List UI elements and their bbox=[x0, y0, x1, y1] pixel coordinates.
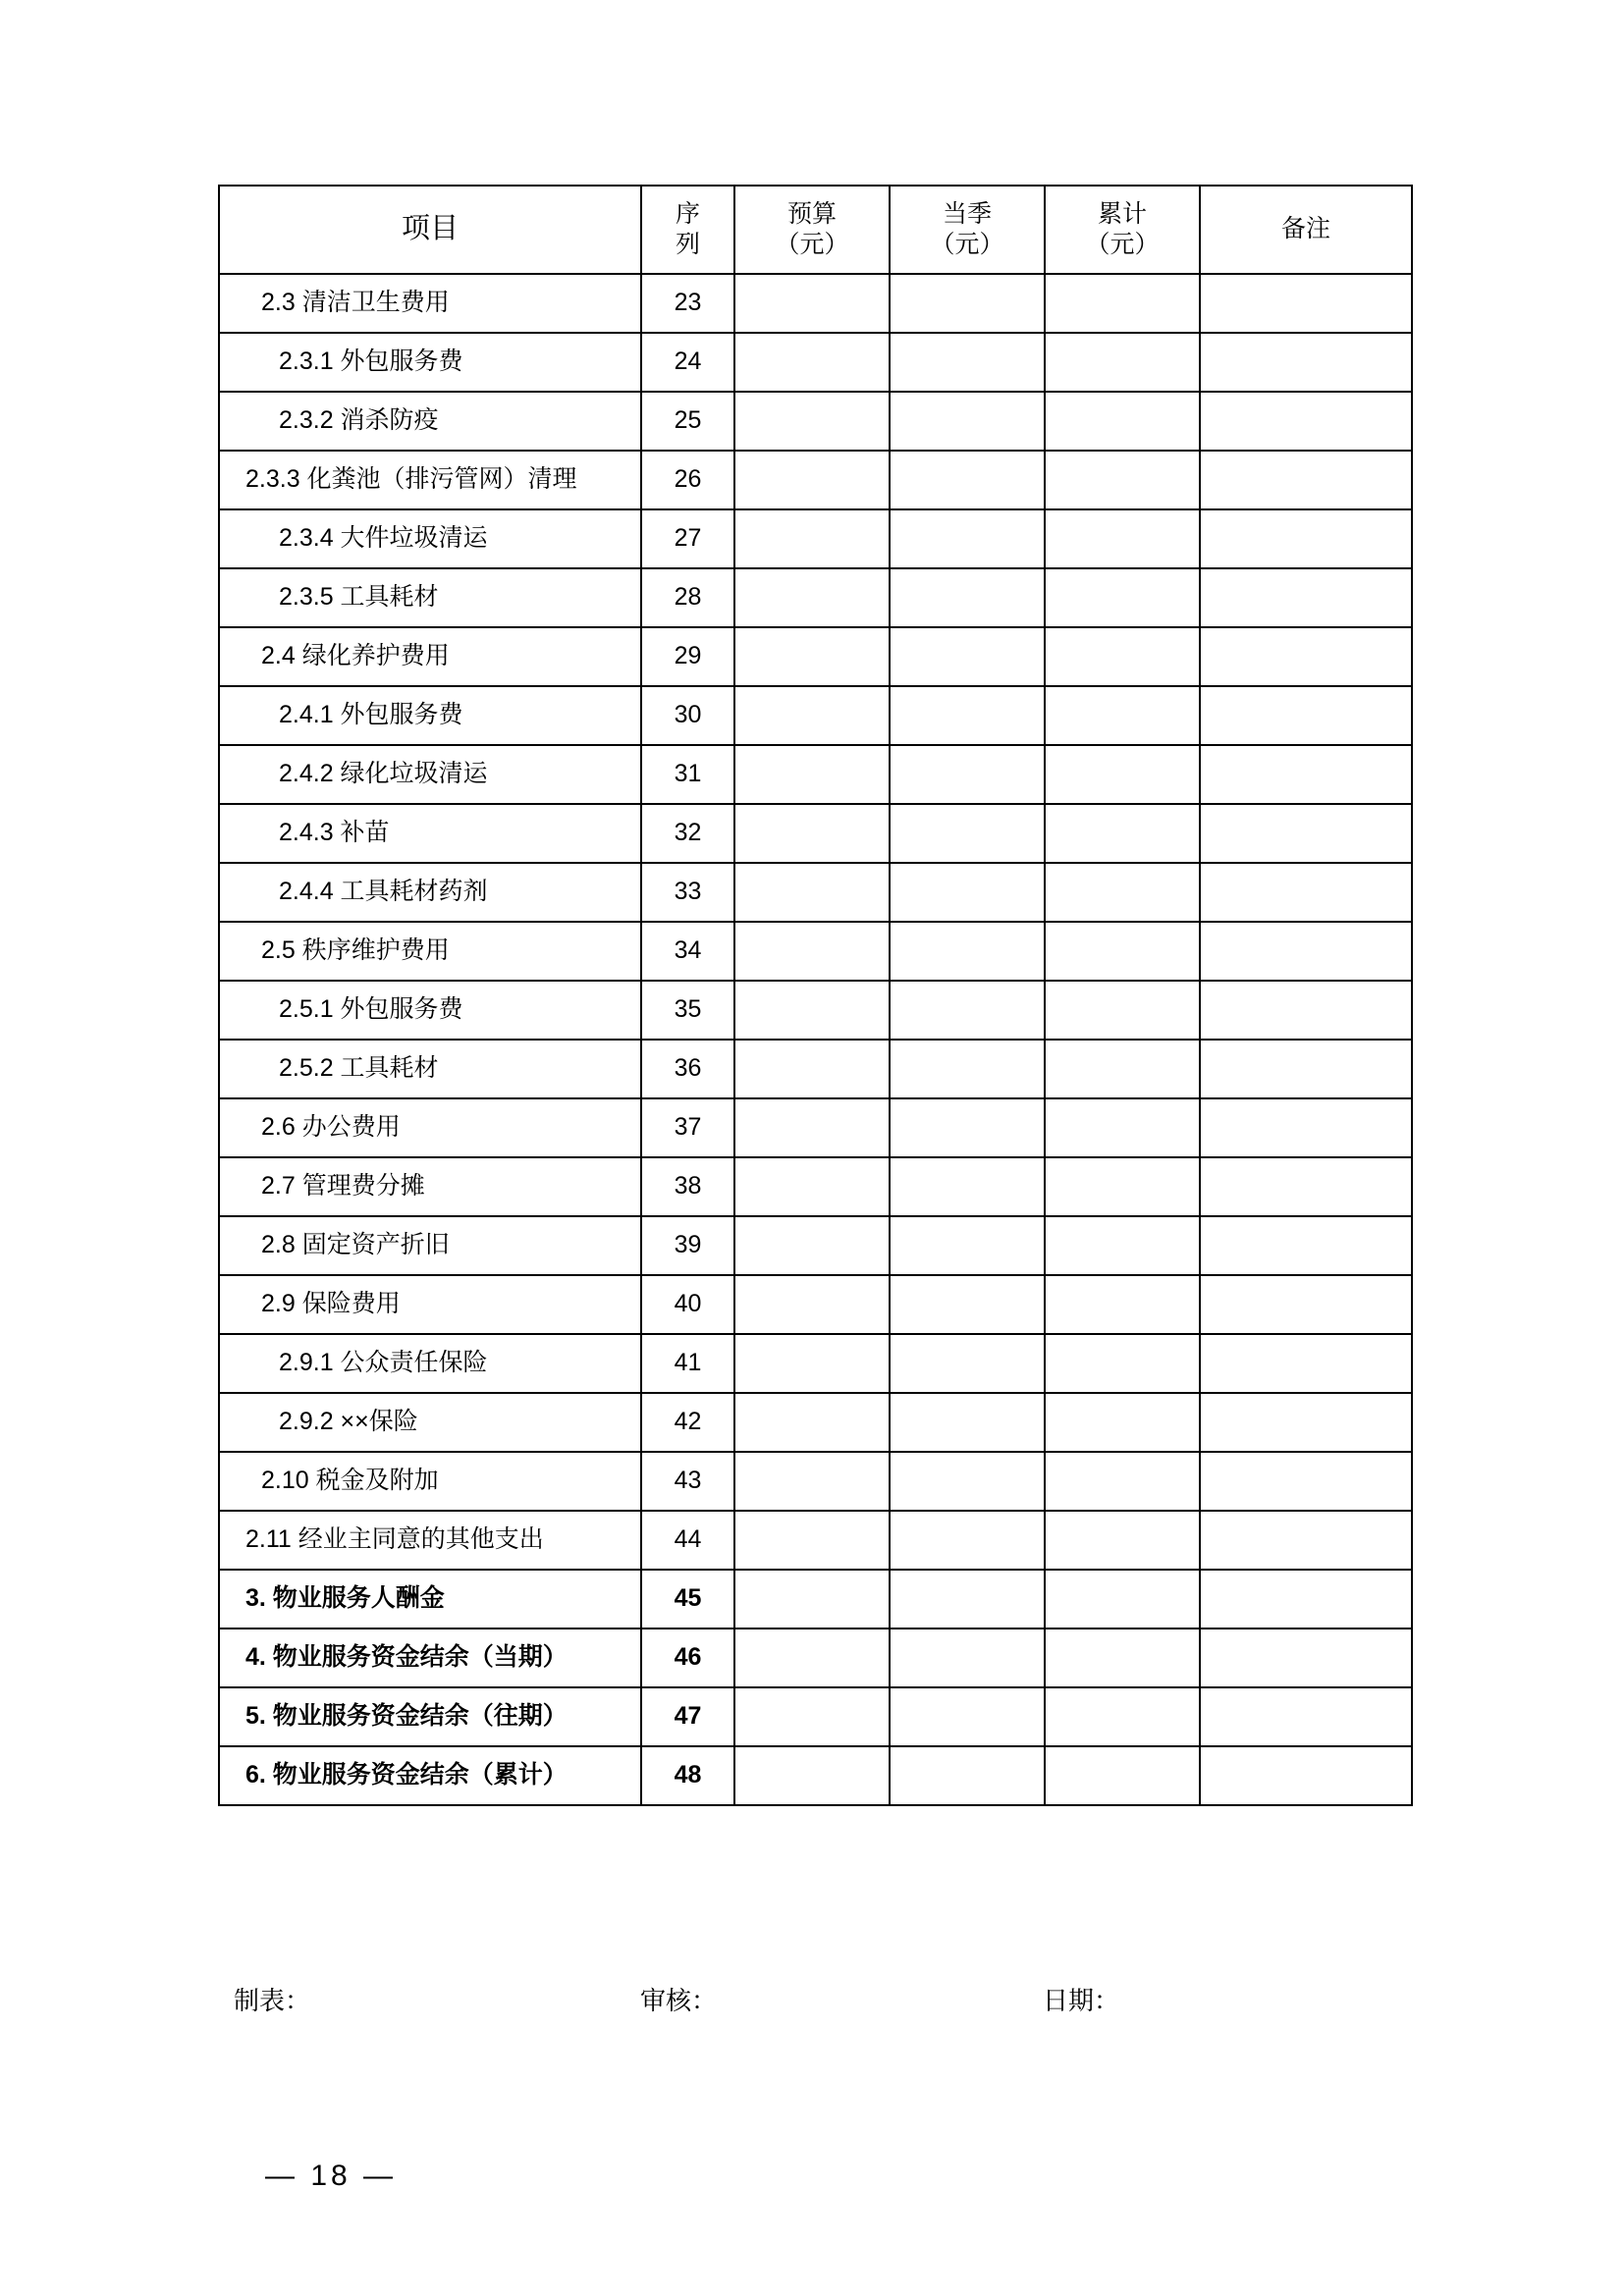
budget-table bbox=[218, 185, 1413, 1806]
cell-budget[interactable] bbox=[734, 981, 890, 1040]
cell-total[interactable] bbox=[1045, 863, 1200, 922]
prepared-by-label: 制表： bbox=[234, 1986, 311, 2015]
cell-quarter[interactable] bbox=[890, 274, 1045, 333]
table-row bbox=[219, 1511, 1412, 1570]
cell-total[interactable] bbox=[1045, 392, 1200, 451]
cell-quarter[interactable] bbox=[890, 863, 1045, 922]
table-row bbox=[219, 981, 1412, 1040]
cell-budget[interactable] bbox=[734, 922, 890, 981]
cell-item: 2.10 税金及附加 bbox=[219, 1452, 641, 1511]
cell-item: 2.5 秩序维护费用 bbox=[219, 922, 641, 981]
table-row bbox=[219, 804, 1412, 863]
header-remark: 备注 bbox=[1200, 186, 1412, 274]
cell-quarter[interactable] bbox=[890, 1216, 1045, 1275]
cell-budget[interactable] bbox=[734, 1098, 890, 1157]
table-row bbox=[219, 627, 1412, 686]
cell-sequence: 44 bbox=[641, 1511, 734, 1570]
cell-remark[interactable] bbox=[1200, 1687, 1412, 1746]
cell-total[interactable] bbox=[1045, 274, 1200, 333]
cell-total[interactable] bbox=[1045, 1334, 1200, 1393]
cell-remark[interactable] bbox=[1200, 1511, 1412, 1570]
cell-remark[interactable] bbox=[1200, 1216, 1412, 1275]
cell-total[interactable] bbox=[1045, 981, 1200, 1040]
cell-total[interactable] bbox=[1045, 451, 1200, 509]
cell-remark[interactable] bbox=[1200, 627, 1412, 686]
header-sequence-line2: 列 bbox=[675, 231, 700, 258]
cell-sequence: 32 bbox=[641, 804, 734, 863]
reviewed-by-label: 审核： bbox=[640, 1986, 718, 2015]
budget-table-container bbox=[218, 185, 1411, 1806]
cell-total[interactable] bbox=[1045, 1629, 1200, 1687]
cell-item: 2.4 绿化养护费用 bbox=[219, 627, 641, 686]
cell-total[interactable] bbox=[1045, 686, 1200, 745]
cell-remark[interactable] bbox=[1200, 686, 1412, 745]
cell-total[interactable] bbox=[1045, 1687, 1200, 1746]
cell-remark[interactable] bbox=[1200, 1098, 1412, 1157]
cell-item: 2.4.4 工具耗材药剂 bbox=[219, 863, 641, 922]
cell-budget[interactable] bbox=[734, 1629, 890, 1687]
cell-item: 5. 物业服务资金结余（往期） bbox=[219, 1687, 641, 1746]
cell-total[interactable] bbox=[1045, 1511, 1200, 1570]
table-row bbox=[219, 1452, 1412, 1511]
cell-quarter[interactable] bbox=[890, 1334, 1045, 1393]
cell-sequence: 36 bbox=[641, 1040, 734, 1098]
cell-total[interactable] bbox=[1045, 1275, 1200, 1334]
header-quarter-line1: 当季 bbox=[942, 199, 992, 228]
cell-item: 2.3.1 外包服务费 bbox=[219, 333, 641, 392]
cell-remark[interactable] bbox=[1200, 1629, 1412, 1687]
table-row bbox=[219, 509, 1412, 568]
table-row bbox=[219, 1157, 1412, 1216]
cell-remark[interactable] bbox=[1200, 1275, 1412, 1334]
header-sequence bbox=[641, 186, 734, 274]
cell-quarter[interactable] bbox=[890, 1511, 1045, 1570]
table-row bbox=[219, 1687, 1412, 1746]
cell-item: 6. 物业服务资金结余（累计） bbox=[219, 1746, 641, 1805]
table-row bbox=[219, 1334, 1412, 1393]
cell-quarter[interactable] bbox=[890, 451, 1045, 509]
table-row bbox=[219, 1746, 1412, 1805]
table-row bbox=[219, 333, 1412, 392]
cell-total[interactable] bbox=[1045, 333, 1200, 392]
cell-quarter[interactable] bbox=[890, 1040, 1045, 1098]
cell-total[interactable] bbox=[1045, 1098, 1200, 1157]
cell-item: 2.6 办公费用 bbox=[219, 1098, 641, 1157]
cell-remark[interactable] bbox=[1200, 1334, 1412, 1393]
cell-budget[interactable] bbox=[734, 1334, 890, 1393]
cell-budget[interactable] bbox=[734, 1157, 890, 1216]
cell-total[interactable] bbox=[1045, 1040, 1200, 1098]
cell-item: 2.3.5 工具耗材 bbox=[219, 568, 641, 627]
table-row bbox=[219, 451, 1412, 509]
table-row bbox=[219, 1216, 1412, 1275]
table-body bbox=[219, 274, 1412, 1805]
cell-budget[interactable] bbox=[734, 274, 890, 333]
cell-item: 2.3 清洁卫生费用 bbox=[219, 274, 641, 333]
cell-item: 2.3.4 大件垃圾清运 bbox=[219, 509, 641, 568]
cell-sequence: 31 bbox=[641, 745, 734, 804]
cell-remark[interactable] bbox=[1200, 804, 1412, 863]
cell-remark[interactable] bbox=[1200, 451, 1412, 509]
cell-sequence: 38 bbox=[641, 1157, 734, 1216]
cell-remark[interactable] bbox=[1200, 392, 1412, 451]
cell-quarter[interactable] bbox=[890, 1393, 1045, 1452]
cell-budget[interactable] bbox=[734, 745, 890, 804]
cell-budget[interactable] bbox=[734, 804, 890, 863]
cell-item: 2.4.3 补苗 bbox=[219, 804, 641, 863]
cell-sequence: 45 bbox=[641, 1570, 734, 1629]
cell-budget[interactable] bbox=[734, 509, 890, 568]
cell-quarter[interactable] bbox=[890, 1452, 1045, 1511]
cell-budget[interactable] bbox=[734, 1452, 890, 1511]
cell-sequence: 35 bbox=[641, 981, 734, 1040]
cell-quarter[interactable] bbox=[890, 686, 1045, 745]
cell-sequence: 48 bbox=[641, 1746, 734, 1805]
cell-sequence: 23 bbox=[641, 274, 734, 333]
cell-budget[interactable] bbox=[734, 568, 890, 627]
header-budget-line2: （元） bbox=[775, 231, 849, 258]
cell-budget[interactable] bbox=[734, 863, 890, 922]
cell-quarter[interactable] bbox=[890, 333, 1045, 392]
cell-quarter[interactable] bbox=[890, 392, 1045, 451]
cell-item: 3. 物业服务人酬金 bbox=[219, 1570, 641, 1629]
cell-sequence: 39 bbox=[641, 1216, 734, 1275]
cell-total[interactable] bbox=[1045, 804, 1200, 863]
table-row bbox=[219, 863, 1412, 922]
table-row bbox=[219, 1393, 1412, 1452]
table-row bbox=[219, 745, 1412, 804]
cell-sequence: 28 bbox=[641, 568, 734, 627]
cell-remark[interactable] bbox=[1200, 1452, 1412, 1511]
cell-budget[interactable] bbox=[734, 1687, 890, 1746]
cell-sequence: 46 bbox=[641, 1629, 734, 1687]
cell-quarter[interactable] bbox=[890, 1629, 1045, 1687]
cell-remark[interactable] bbox=[1200, 922, 1412, 981]
cell-quarter[interactable] bbox=[890, 627, 1045, 686]
cell-sequence: 37 bbox=[641, 1098, 734, 1157]
cell-sequence: 41 bbox=[641, 1334, 734, 1393]
cell-sequence: 43 bbox=[641, 1452, 734, 1511]
table-row bbox=[219, 1275, 1412, 1334]
cell-total[interactable] bbox=[1045, 627, 1200, 686]
table-row bbox=[219, 1629, 1412, 1687]
cell-quarter[interactable] bbox=[890, 568, 1045, 627]
cell-sequence: 27 bbox=[641, 509, 734, 568]
cell-item: 2.4.1 外包服务费 bbox=[219, 686, 641, 745]
header-row bbox=[219, 186, 1412, 274]
cell-item: 4. 物业服务资金结余（当期） bbox=[219, 1629, 641, 1687]
cell-total[interactable] bbox=[1045, 568, 1200, 627]
header-quarter-line2: （元） bbox=[930, 231, 1004, 258]
cell-remark[interactable] bbox=[1200, 568, 1412, 627]
header-quarter bbox=[890, 186, 1045, 274]
cell-total[interactable] bbox=[1045, 1570, 1200, 1629]
cell-sequence: 34 bbox=[641, 922, 734, 981]
cell-sequence: 47 bbox=[641, 1687, 734, 1746]
header-total bbox=[1045, 186, 1200, 274]
header-sequence-line1: 序 bbox=[675, 199, 700, 228]
cell-sequence: 30 bbox=[641, 686, 734, 745]
header-total-line1: 累计 bbox=[1097, 199, 1147, 228]
cell-budget[interactable] bbox=[734, 392, 890, 451]
table-row bbox=[219, 392, 1412, 451]
cell-sequence: 42 bbox=[641, 1393, 734, 1452]
cell-budget[interactable] bbox=[734, 1511, 890, 1570]
cell-budget[interactable] bbox=[734, 1570, 890, 1629]
cell-item: 2.9 保险费用 bbox=[219, 1275, 641, 1334]
table-row bbox=[219, 1040, 1412, 1098]
cell-item: 2.11 经业主同意的其他支出 bbox=[219, 1511, 641, 1570]
cell-sequence: 33 bbox=[641, 863, 734, 922]
cell-remark[interactable] bbox=[1200, 1570, 1412, 1629]
cell-total[interactable] bbox=[1045, 922, 1200, 981]
table-row bbox=[219, 1098, 1412, 1157]
cell-total[interactable] bbox=[1045, 509, 1200, 568]
cell-quarter[interactable] bbox=[890, 1157, 1045, 1216]
cell-total[interactable] bbox=[1045, 1452, 1200, 1511]
cell-remark[interactable] bbox=[1200, 274, 1412, 333]
cell-item: 2.9.1 公众责任保险 bbox=[219, 1334, 641, 1393]
cell-item: 2.3.2 消杀防疫 bbox=[219, 392, 641, 451]
cell-item: 2.8 固定资产折旧 bbox=[219, 1216, 641, 1275]
header-item: 项目 bbox=[219, 186, 641, 274]
cell-total[interactable] bbox=[1045, 1746, 1200, 1805]
cell-remark[interactable] bbox=[1200, 863, 1412, 922]
cell-quarter[interactable] bbox=[890, 1098, 1045, 1157]
cell-total[interactable] bbox=[1045, 1157, 1200, 1216]
cell-budget[interactable] bbox=[734, 1746, 890, 1805]
cell-quarter[interactable] bbox=[890, 981, 1045, 1040]
cell-sequence: 24 bbox=[641, 333, 734, 392]
cell-item: 2.5.2 工具耗材 bbox=[219, 1040, 641, 1098]
cell-budget[interactable] bbox=[734, 1393, 890, 1452]
cell-quarter[interactable] bbox=[890, 922, 1045, 981]
header-budget-line1: 预算 bbox=[786, 199, 837, 228]
table-row bbox=[219, 274, 1412, 333]
cell-quarter[interactable] bbox=[890, 1275, 1045, 1334]
date-label: 日期： bbox=[1043, 1986, 1120, 2015]
cell-remark[interactable] bbox=[1200, 745, 1412, 804]
cell-sequence: 40 bbox=[641, 1275, 734, 1334]
cell-budget[interactable] bbox=[734, 1040, 890, 1098]
cell-total[interactable] bbox=[1045, 1216, 1200, 1275]
header-budget bbox=[734, 186, 890, 274]
header-total-line2: （元） bbox=[1085, 231, 1160, 258]
cell-budget[interactable] bbox=[734, 333, 890, 392]
cell-item: 2.4.2 绿化垃圾清运 bbox=[219, 745, 641, 804]
cell-quarter[interactable] bbox=[890, 745, 1045, 804]
table-row bbox=[219, 686, 1412, 745]
cell-budget[interactable] bbox=[734, 451, 890, 509]
table-header bbox=[219, 186, 1412, 274]
cell-remark[interactable] bbox=[1200, 1393, 1412, 1452]
cell-quarter[interactable] bbox=[890, 1687, 1045, 1746]
page-number: — 18 — bbox=[265, 2160, 398, 2192]
table-row bbox=[219, 922, 1412, 981]
cell-item: 2.9.2 ××保险 bbox=[219, 1393, 641, 1452]
cell-budget[interactable] bbox=[734, 1275, 890, 1334]
cell-quarter[interactable] bbox=[890, 804, 1045, 863]
cell-total[interactable] bbox=[1045, 1393, 1200, 1452]
cell-quarter[interactable] bbox=[890, 509, 1045, 568]
cell-sequence: 29 bbox=[641, 627, 734, 686]
cell-remark[interactable] bbox=[1200, 509, 1412, 568]
cell-item: 2.7 管理费分摊 bbox=[219, 1157, 641, 1216]
table-row bbox=[219, 568, 1412, 627]
cell-remark[interactable] bbox=[1200, 981, 1412, 1040]
cell-budget[interactable] bbox=[734, 1216, 890, 1275]
cell-sequence: 25 bbox=[641, 392, 734, 451]
cell-budget[interactable] bbox=[734, 627, 890, 686]
cell-remark[interactable] bbox=[1200, 1040, 1412, 1098]
cell-item: 2.3.3 化粪池（排污管网）清理 bbox=[219, 451, 641, 509]
cell-total[interactable] bbox=[1045, 745, 1200, 804]
table-row bbox=[219, 1570, 1412, 1629]
cell-budget[interactable] bbox=[734, 686, 890, 745]
cell-item: 2.5.1 外包服务费 bbox=[219, 981, 641, 1040]
cell-remark[interactable] bbox=[1200, 333, 1412, 392]
cell-remark[interactable] bbox=[1200, 1157, 1412, 1216]
cell-quarter[interactable] bbox=[890, 1570, 1045, 1629]
cell-sequence: 26 bbox=[641, 451, 734, 509]
cell-quarter[interactable] bbox=[890, 1746, 1045, 1805]
cell-remark[interactable] bbox=[1200, 1746, 1412, 1805]
